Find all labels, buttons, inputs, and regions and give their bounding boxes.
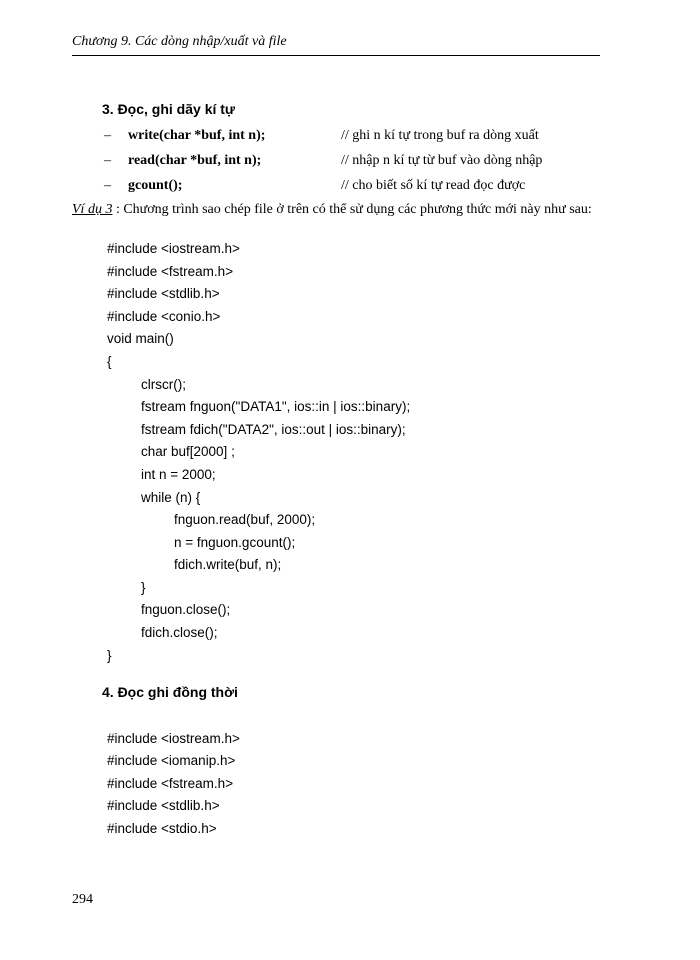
method-comment: // ghi n kí tự trong buf ra dòng xuất — [341, 128, 539, 143]
code-line: #include <stdlib.h> — [107, 286, 220, 301]
method-row-read — [0, 153, 700, 173]
code-line: clrscr(); — [141, 377, 186, 392]
header-rule — [72, 55, 600, 56]
running-header: Chương 9. Các dòng nhập/xuất và file — [72, 34, 287, 49]
method-comment: // cho biết số kí tự read đọc được — [341, 178, 526, 193]
code-line: int n = 2000; — [141, 467, 216, 482]
code-line: #include <fstream.h> — [107, 776, 234, 791]
example-label: Ví dụ 3 — [72, 202, 113, 217]
code-line: #include <iostream.h> — [107, 731, 240, 746]
page-number: 294 — [72, 892, 93, 907]
example-3-intro — [72, 201, 604, 218]
code-line: #include <iostream.h> — [107, 241, 240, 256]
code-line: n = fnguon.gcount(); — [174, 535, 296, 550]
method-row-gcount — [0, 178, 700, 198]
code-line: #include <stdio.h> — [107, 821, 217, 836]
code-line: fdich.close(); — [141, 625, 218, 640]
section-3-heading: 3. Đọc, ghi dãy kí tự — [102, 101, 236, 117]
code-line: } — [107, 648, 112, 663]
code-line: void main() — [107, 331, 174, 346]
method-signature: gcount(); — [128, 178, 183, 193]
code-line: fstream fnguon("DATA1", ios::in | ios::binary); — [141, 399, 411, 414]
code-line: } — [141, 580, 146, 595]
bullet-dash: – — [104, 128, 111, 143]
method-comment: // nhập n kí tự từ buf vào dòng nhập — [341, 153, 543, 168]
section-4-heading: 4. Đọc ghi đồng thời — [102, 684, 238, 700]
method-row-write — [0, 128, 700, 148]
method-signature: read(char *buf, int n); — [128, 153, 262, 168]
code-line: { — [107, 354, 112, 369]
code-line: while (n) { — [141, 490, 201, 505]
code-line: fnguon.close(); — [141, 602, 231, 617]
example-description: : Chương trình sao chép file ở trên có thể sử dụng các phương thức mới này như sau: — [112, 202, 592, 217]
code-line: #include <iomanip.h> — [107, 753, 236, 768]
code-line: fstream fdich("DATA2", ios::out | ios::binary); — [141, 422, 406, 437]
code-line: #include <stdlib.h> — [107, 798, 220, 813]
code-line: char buf[2000] ; — [141, 444, 235, 459]
code-line: fnguon.read(buf, 2000); — [174, 512, 316, 527]
method-signature: write(char *buf, int n); — [128, 128, 266, 143]
code-line: #include <conio.h> — [107, 309, 221, 324]
code-line: fdich.write(buf, n); — [174, 557, 282, 572]
code-line: #include <fstream.h> — [107, 264, 234, 279]
bullet-dash: – — [104, 153, 111, 168]
bullet-dash: – — [104, 178, 111, 193]
